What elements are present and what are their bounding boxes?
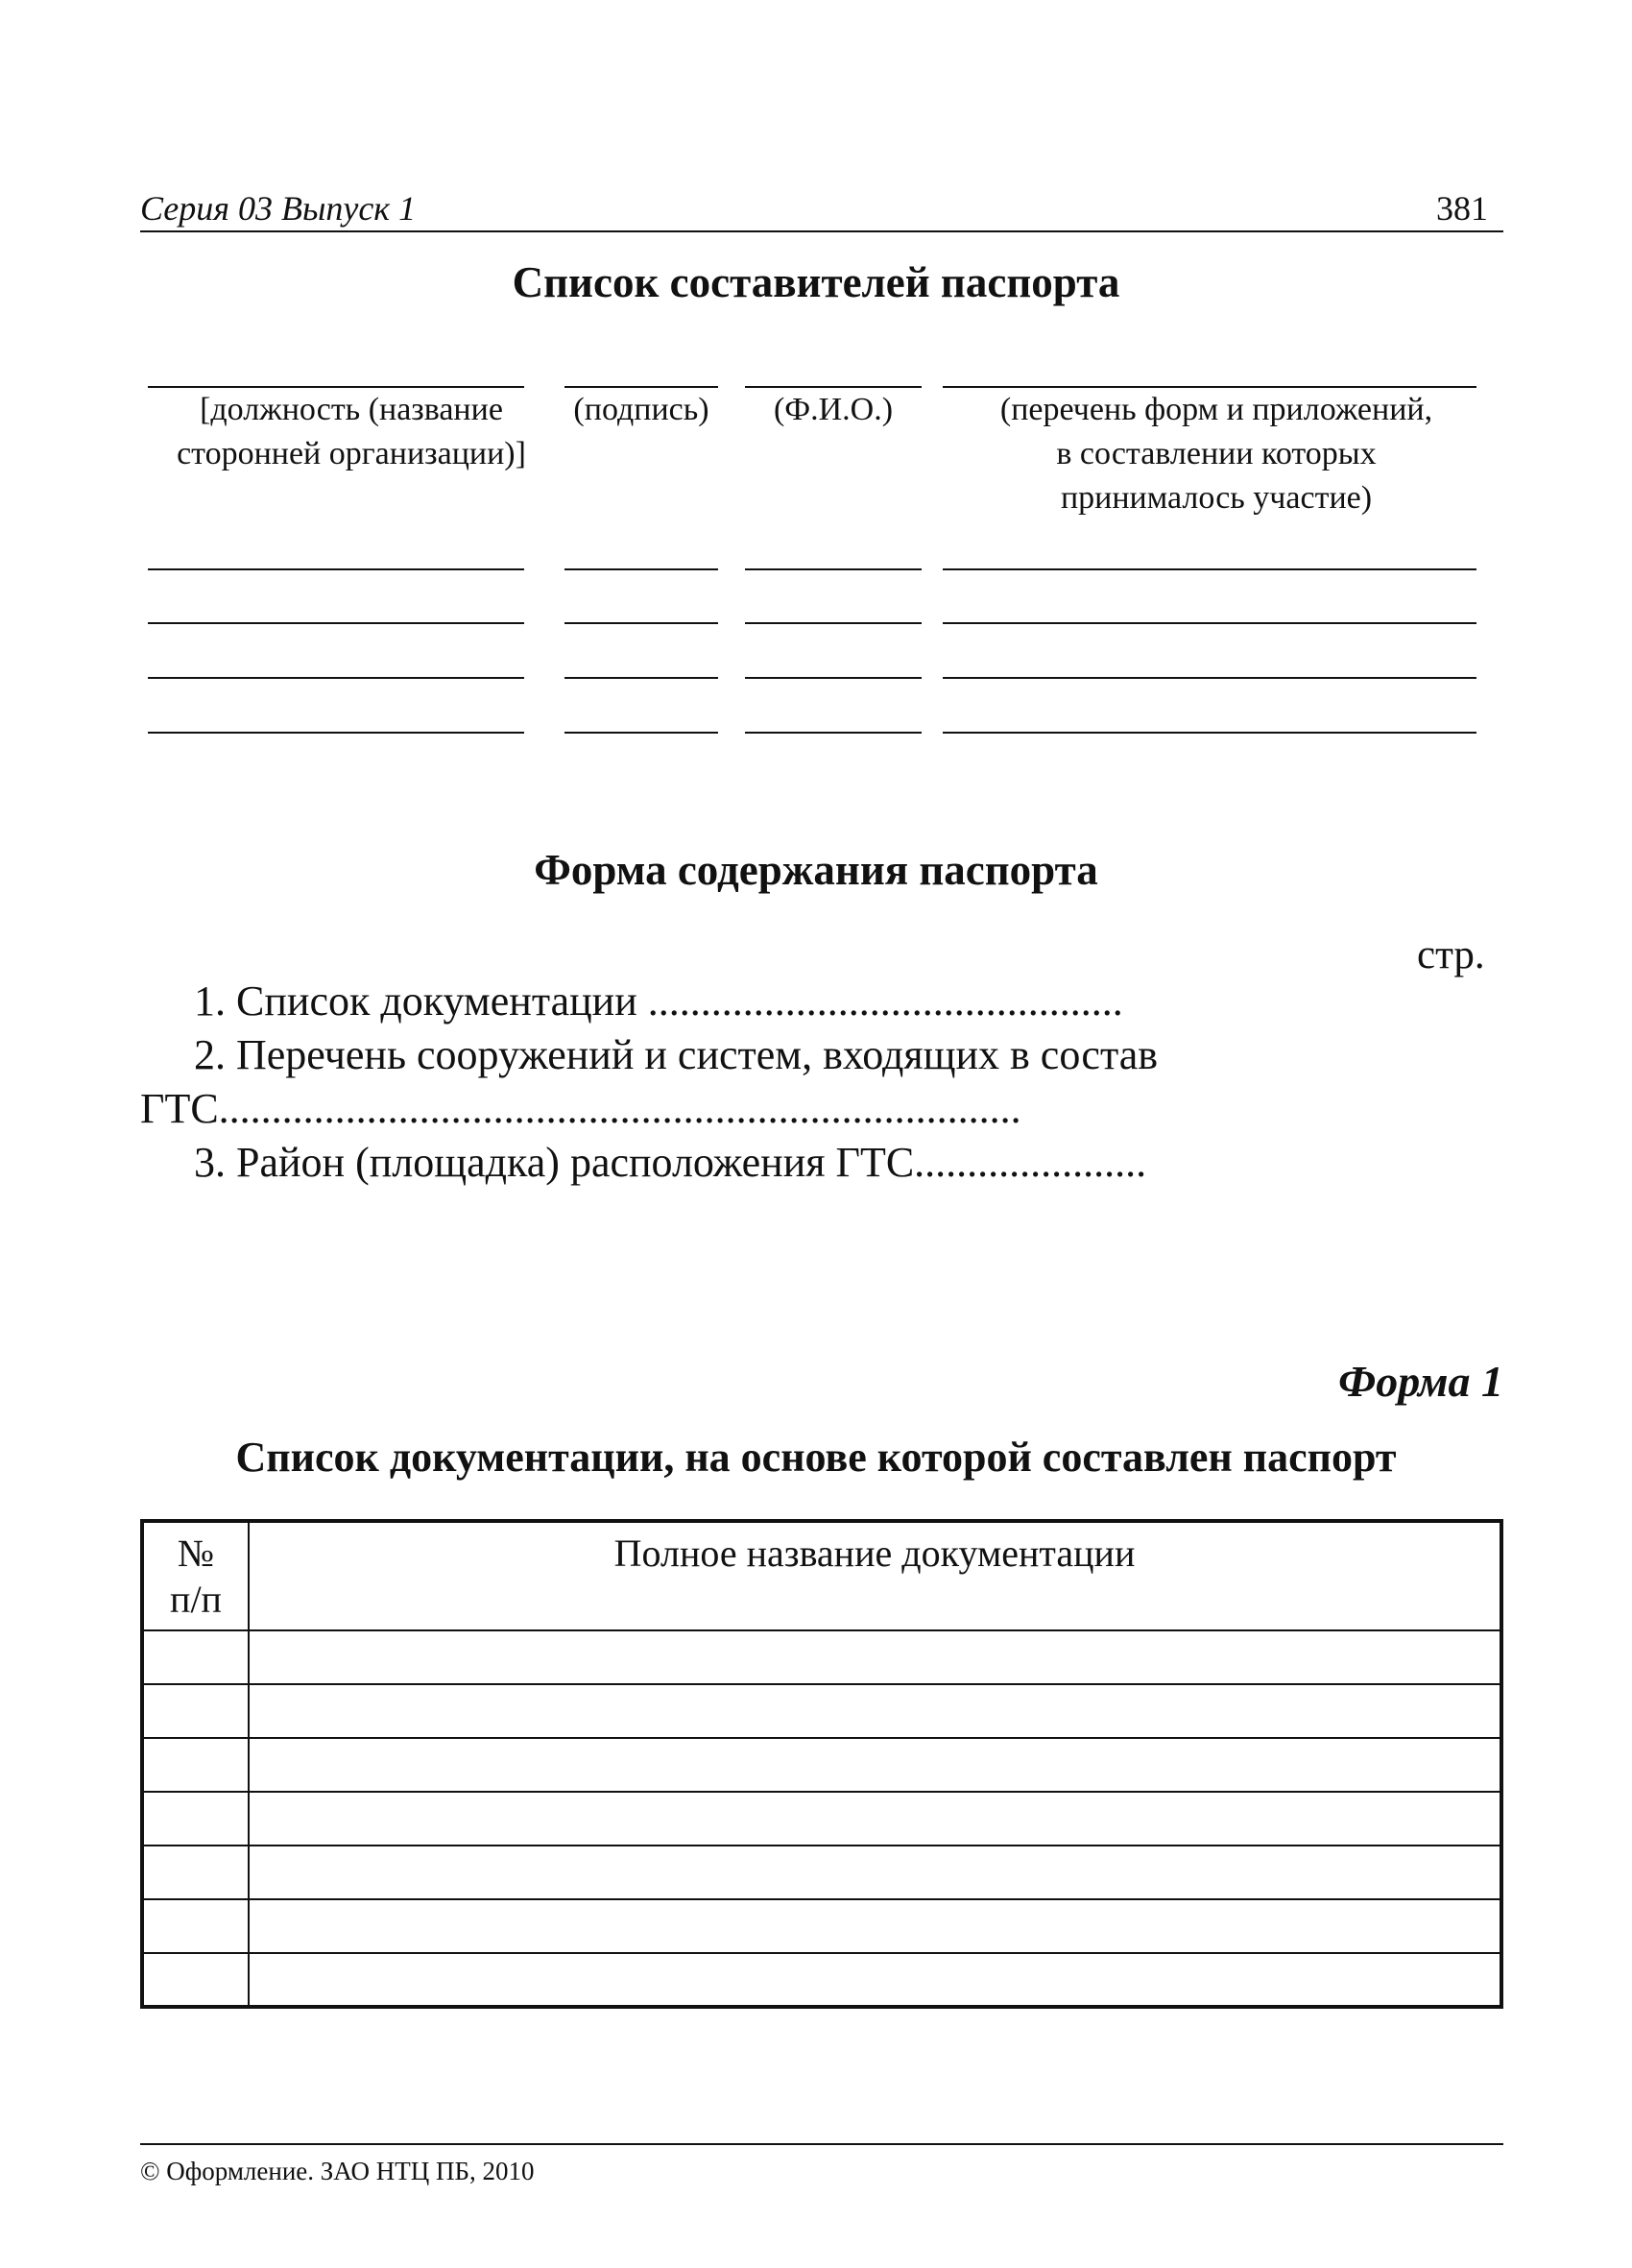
name-caption: (Ф.И.О.) (773, 392, 894, 427)
entry-line (148, 677, 524, 679)
table-row (142, 1846, 1501, 1899)
column-header-number: № п/п (142, 1521, 249, 1630)
entry-line (148, 732, 524, 734)
entry-line (943, 677, 1476, 679)
entry-line (745, 622, 922, 624)
entry-line (564, 568, 718, 570)
table-row (142, 1738, 1501, 1792)
table-row (142, 1792, 1501, 1846)
table-header-row (142, 1521, 1501, 1630)
toc-item-2-continued: ГТС............................................................................ (140, 1085, 1021, 1132)
compilers-list-title: Список составителей паспорта (512, 258, 1120, 306)
header-rule (140, 230, 1503, 232)
footer-copyright: © Оформление. ЗАО НТЦ ПБ, 2010 (140, 2157, 535, 2185)
entry-line (564, 732, 718, 734)
entry-line (943, 568, 1476, 570)
table-row (142, 1684, 1501, 1738)
signature-caption: (подпись) (573, 392, 709, 427)
entry-line (943, 622, 1476, 624)
entry-line (148, 568, 524, 570)
series-label: Серия 03 Выпуск 1 (140, 189, 417, 228)
contents-form-title: Форма содержания паспорта (534, 846, 1098, 894)
entry-line (564, 622, 718, 624)
documentation-list-title: Список документации, на основе которой составлен паспорт (235, 1434, 1397, 1481)
documentation-table (140, 1519, 1503, 2009)
footer-rule (140, 2143, 1503, 2145)
toc-item-3: 3. Район (площадка) расположения ГТС...................... (194, 1139, 1147, 1186)
position-caption: [должность (название сторонней организации)] (177, 392, 526, 471)
form-number-label: Форма 1 (1338, 1357, 1503, 1406)
column-header-document-name: Полное название документации (249, 1521, 1501, 1630)
entry-line (943, 732, 1476, 734)
table-row (142, 1953, 1501, 2007)
entry-line (745, 677, 922, 679)
page-number: 381 (1436, 189, 1488, 228)
forms-caption: (перечень форм и приложений, в составлении которых принималось участие) (999, 392, 1433, 516)
entry-line (745, 568, 922, 570)
table-row (142, 1899, 1501, 1953)
toc-item-1: 1. Список документации ............................................. (194, 977, 1123, 1025)
table-row (142, 1630, 1501, 1684)
entry-line (745, 732, 922, 734)
page-column-label: стр. (1417, 932, 1485, 977)
toc-item-2: 2. Перечень сооружений и систем, входящих в состав (194, 1031, 1159, 1078)
entry-line (148, 622, 524, 624)
entry-line (564, 677, 718, 679)
